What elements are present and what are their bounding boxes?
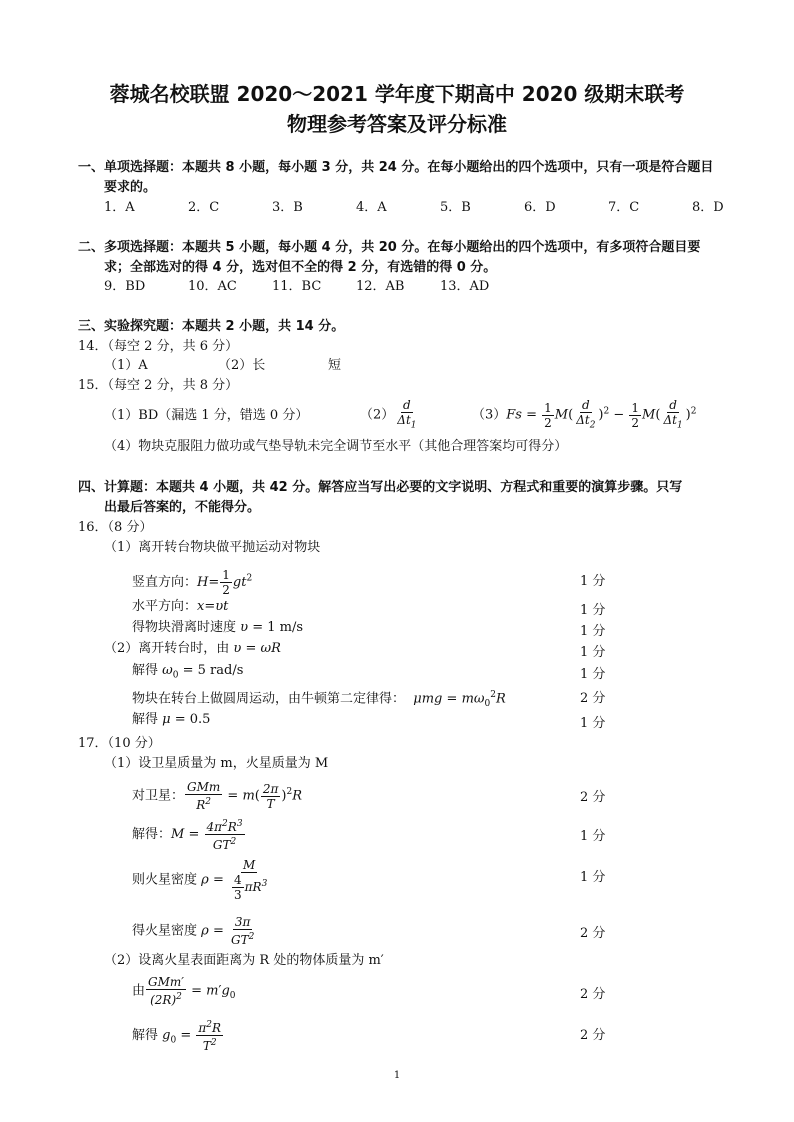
q17-line3: 则火星密度 ρ = M $\frac{4}{3}$ $\pi R^3$	[132, 858, 268, 902]
score-mark: 1 分	[580, 645, 606, 660]
answer-item: 4．A	[356, 200, 387, 215]
q16-line2: 水平方向：x=υt	[132, 599, 229, 614]
q16-line5: 物块在转台上做圆周运动，由牛顿第二定律得： $\mu mg = m\omega_0^2R$	[132, 690, 506, 709]
q15-heading: 15．（每空 2 分，共 8 分）	[78, 378, 239, 393]
q16-part1: （1）离开转台物块做平抛运动对物块	[104, 540, 321, 555]
score-mark: 1 分	[580, 603, 606, 618]
section2-heading-cont: 求；全部选对的得 4 分，选对但不全的得 2 分，有选错的得 0 分。	[104, 260, 497, 275]
q15-answer-1: （1）BD（漏选 1 分，错选 0 分）	[104, 408, 309, 423]
answer-item: 12．AB	[356, 279, 405, 294]
q17-heading: 17．（10 分）	[78, 736, 161, 751]
q16-heading: 16．（8 分）	[78, 520, 153, 535]
section2-heading: 二、多项选择题：本题共 5 小题，每小题 4 分，共 20 分。在每小题给出的四个选项中，有多项符合题目要	[78, 240, 701, 255]
answer-item: 1．A	[104, 200, 135, 215]
q14-answer-1: （1）A	[104, 358, 148, 373]
score-mark: 1 分	[580, 624, 606, 639]
score-mark: 2 分	[580, 987, 606, 1002]
answer-item: 6．D	[524, 200, 556, 215]
q14-heading: 14．（每空 2 分，共 6 分）	[78, 339, 239, 354]
q17-line4: 得火星密度 ρ = $\frac{3\pi}{GT^2}$	[132, 915, 255, 947]
q16-line6: 解得 μ = 0.5	[132, 712, 211, 727]
section1-heading-cont: 要求的。	[104, 180, 157, 195]
q15-answer-3: （3）Fs = $\frac{1}{2}$ M( $\frac{d}{\Delta t_2}$ )$^2$ − $\frac{1}{2}$ M( $\frac{d}{\Delta t_1}$ )$^2$	[472, 398, 697, 431]
q17-line5: 由 $\frac{\text{GMm′}}{(2R)^2}$ = $m'g_0$	[132, 975, 236, 1007]
score-mark: 1 分	[580, 829, 606, 844]
score-mark: 2 分	[580, 691, 606, 706]
q16-line1: 竖直方向：H= $\frac{1}{2}$ $gt^2$	[132, 568, 253, 597]
score-mark: 2 分	[580, 926, 606, 941]
answer-item: 10．AC	[188, 279, 237, 294]
q15-answer-4: （4）物块克服阻力做功或气垫导轨未完全调节至水平（其他合理答案均可得分）	[104, 439, 568, 454]
page-number: 1	[393, 1070, 401, 1081]
q15-answer-2: （2） $\frac{d}{\Delta t_1}$	[360, 398, 417, 431]
answer-item: 9．BD	[104, 279, 146, 294]
answer-item: 8．D	[692, 200, 724, 215]
answer-item: 3．B	[272, 200, 303, 215]
section4-heading-cont: 出最后答案的，不能得分。	[104, 500, 261, 515]
section4-heading: 四、计算题：本题共 4 小题，共 42 分。解答应当写出必要的文字说明、方程式和重要的演算步骤。只写	[78, 480, 683, 495]
q16-part2: （2）离开转台时，由 υ = ωR	[104, 641, 281, 656]
section2-answers	[104, 279, 489, 295]
section1-heading: 一、单项选择题：本题共 8 小题，每小题 3 分，共 24 分。在每小题给出的四个选项中，只有一项是符合题目	[78, 160, 714, 175]
q17-line2: 解得：M = $\frac{4\pi^2R^3}{GT^2}$	[132, 819, 243, 852]
score-mark: 2 分	[580, 790, 606, 805]
q16-line3: 得物块滑离时速度 υ = 1 m/s	[132, 620, 304, 635]
page-title: 蓉城名校联盟 2020～2021 学年度下期高中 2020 级期末联考	[109, 82, 685, 106]
answer-item: 2．C	[188, 200, 220, 215]
answer-item: 13．AD	[440, 279, 490, 294]
answer-item: 5．B	[440, 200, 471, 215]
q17-part1: （1）设卫星质量为 m，火星质量为 M	[104, 756, 329, 771]
section1-answers	[104, 200, 724, 216]
q17-line1: 对卫星： $\frac{\text{GMm}}{R^2}$ = m( $\frac{2\pi}{T}$ )$^2$R	[132, 780, 302, 812]
section3-heading: 三、实验探究题：本题共 2 小题，共 14 分。	[78, 319, 345, 334]
page-subtitle: 物理参考答案及评分标准	[287, 112, 507, 136]
q17-part2: （2）设离火星表面距离为 R 处的物体质量为 m′	[104, 953, 384, 968]
q14-answer-3: 短	[328, 358, 342, 373]
q17-line6: 解得 $g_0$ = $\frac{\pi^2R}{T^2}$	[132, 1020, 222, 1053]
q16-line4: 解得 $\omega_0 = 5$ rad/s	[132, 663, 244, 681]
answer-item: 11．BC	[272, 279, 322, 294]
q14-answer-2: （2）长	[218, 358, 266, 373]
score-mark: 1 分	[580, 870, 606, 885]
score-mark: 1 分	[580, 574, 606, 589]
score-mark: 1 分	[580, 667, 606, 682]
score-mark: 2 分	[580, 1028, 606, 1043]
score-mark: 1 分	[580, 716, 606, 731]
answer-item: 7．C	[608, 200, 640, 215]
